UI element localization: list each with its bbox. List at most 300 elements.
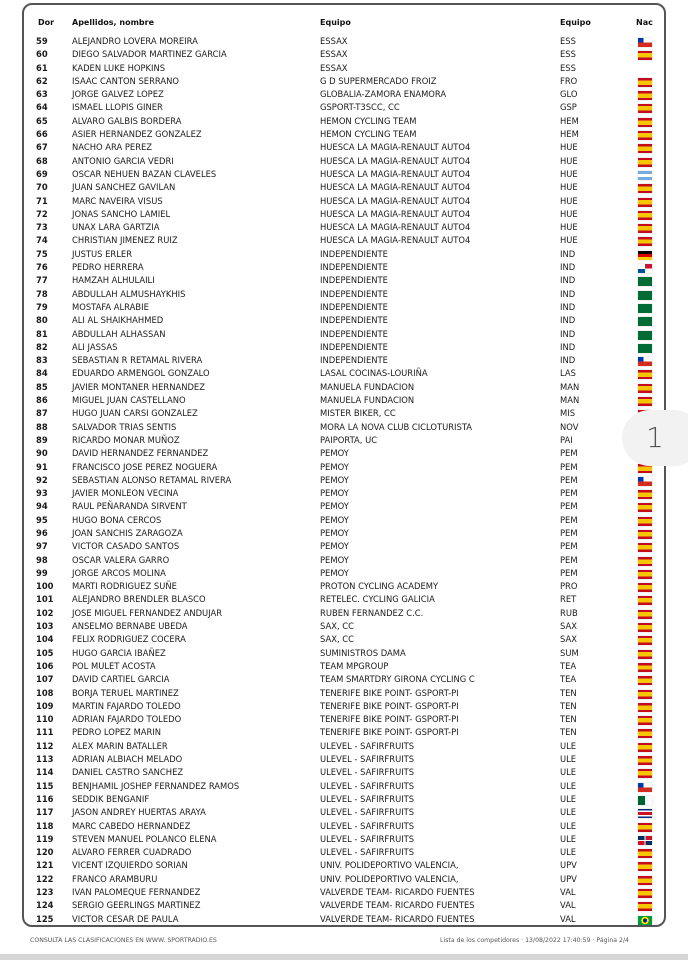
flag-esp-icon [638,384,652,393]
team-code: SAX [560,621,577,632]
header-dor: Dor [38,18,55,27]
table-row [24,580,664,593]
table-row [24,673,664,686]
bib-number: 74 [36,235,48,246]
team-name: VALVERDE TEAM- RICARDO FUENTES [320,887,475,897]
nationality-flag-icon [638,397,652,406]
team-code: HUE [560,155,578,166]
nationality-flag-icon [638,291,652,300]
rider-name: BENJHAMIL JOSHEP FERNANDEZ RAMOS [72,780,240,791]
flag-esp-icon [638,716,652,725]
team-code: ULE [560,820,577,831]
flag-esp-icon [638,144,652,153]
team-code: UPV [560,860,577,871]
flag-chi-icon [638,38,652,47]
bib-number: 85 [36,381,48,392]
team-name: PEMOY [320,554,349,565]
team-code: HUE [560,182,578,193]
flag-alg-icon [638,796,652,805]
bib-number: 68 [36,155,48,166]
bib-number: 98 [36,554,48,565]
table-row [24,500,664,513]
team-code: ULE [560,780,577,791]
table-row [24,274,664,287]
rider-name: MARC NAVEIRA VISUS [72,195,163,206]
team-code: PEM [560,527,578,538]
rider-name: ALVARO FERRER CUADRADO [72,847,192,858]
table-row [24,620,664,633]
team-code: PRO [560,581,578,592]
nationality-flag-icon [638,902,652,911]
table-row [24,806,664,819]
rider-name: ALEX MARIN BATALLER [72,740,168,751]
team-code: HEM [560,115,579,126]
team-name: UNIV. POLIDEPORTIVO VALENCIA, [320,860,459,871]
team-name: INDEPENDIENTE [320,275,388,286]
rider-name: JONAS SANCHO LAMIEL [72,208,171,219]
team-code: TEN [560,700,577,711]
team-code: ULE [560,740,577,751]
nationality-flag-icon [638,743,652,752]
flag-ksa-icon [638,344,652,353]
team-name: INDEPENDIENTE [320,341,388,352]
nationality-flag-icon [638,158,652,167]
rider-name: ALEJANDRO BRENDLER BLASCO [72,594,206,605]
table-row [24,328,664,341]
bib-number: 116 [36,793,54,804]
rider-name: ALI AL SHAIKHAHMED [72,315,164,326]
team-name: INDEPENDIENTE [320,262,388,273]
team-name: SUMINISTROS DAMA [320,647,406,658]
rider-name: DANIEL CASTRO SANCHEZ [72,767,184,778]
rider-name: DIEGO SALVADOR MARTINEZ GARCIA [72,49,227,60]
bib-number: 103 [36,621,54,632]
team-name: PEMOY [320,474,349,485]
bib-number: 122 [36,873,54,884]
table-row [24,487,664,500]
bib-number: 67 [36,142,48,153]
rider-name: HUGO JUAN CARSI GONZALEZ [72,408,198,419]
team-name: PEMOY [320,448,349,459]
rider-name: ALVARO GALBIS BORDERA [72,115,182,126]
team-code: IND [560,248,576,259]
team-name: ULEVEL - SAFIRFRUITS [320,740,415,751]
table-row [24,540,664,553]
rider-name: FRANCO ARAMBURU [72,873,158,884]
nationality-flag-icon [638,596,652,605]
team-code: ULE [560,807,577,818]
table-row [24,128,664,141]
table-row [24,62,664,75]
nationality-flag-icon [638,317,652,326]
nationality-flag-icon [638,823,652,832]
team-code: ESS [560,36,576,46]
nationality-flag-icon [638,756,652,765]
team-name: ULEVEL - SAFIRFRUITS [320,833,415,844]
nationality-flag-icon [638,237,652,246]
team-code: ULE [560,793,577,804]
bib-number: 113 [36,754,54,765]
team-name: UNIV. POLIDEPORTIVO VALENCIA, [320,873,459,884]
nationality-flag-icon [638,916,652,925]
team-name: PAIPORTA, UC [320,434,378,445]
bottom-bar [0,954,688,960]
rider-name: UNAX LARA GARTZIA [72,222,160,233]
nationality-flag-icon [638,716,652,725]
flag-ksa-icon [638,291,652,300]
nationality-flag-icon [638,729,652,738]
team-name: HUESCA LA MAGIA-RENAULT AUTO4 [320,142,471,153]
table-row [24,647,664,660]
flag-esp-icon [638,78,652,87]
team-code: IND [560,355,576,366]
team-name: ULEVEL - SAFIRFRUITS [320,820,415,831]
table-row [24,740,664,753]
team-name: ESSAX [320,49,348,60]
team-code: PAI [560,434,573,445]
bib-number: 99 [36,567,48,578]
bib-number: 59 [36,36,48,46]
flag-esp-icon [638,729,652,738]
table-row [24,141,664,154]
team-code: PEM [560,448,578,459]
bib-number: 62 [36,75,48,86]
team-name: MANUELA FUNDACION [320,381,415,392]
team-name: INDEPENDIENTE [320,248,388,259]
rider-name: PEDRO LOPEZ MARIN [72,727,162,738]
bib-number: 90 [36,448,48,459]
table-row [24,407,664,420]
flag-esp-icon [638,557,652,566]
footer-website-note: CONSULTA LAS CLASIFICACIONES EN WWW. SPORTRADIO.ES [30,937,217,944]
team-name: HUESCA LA MAGIA-RENAULT AUTO4 [320,208,471,219]
bib-number: 69 [36,168,48,179]
flag-esp-icon [638,198,652,207]
flag-esp-icon [638,823,652,832]
team-name: HUESCA LA MAGIA-RENAULT AUTO4 [320,195,471,206]
bib-number: 83 [36,355,48,366]
team-code: ULE [560,767,577,778]
flag-esp-icon [638,703,652,712]
rider-name: VICTOR CASADO SANTOS [72,541,180,552]
team-code: HUE [560,208,578,219]
nationality-flag-icon [638,690,652,699]
table-row [24,434,664,447]
table-row [24,554,664,567]
rider-name: JAVIER MONLEON VECINA [72,488,179,499]
team-name: SAX, CC [320,621,354,632]
bib-number: 60 [36,49,48,60]
rider-name: JOSE MIGUEL FERNANDEZ ANDUJAR [72,607,223,618]
flag-esp-icon [638,623,652,632]
table-row [24,88,664,101]
flag-esp-icon [638,370,652,379]
team-name: VALVERDE TEAM- RICARDO FUENTES [320,900,475,911]
rider-name: JORGE ARCOS MOLINA [72,567,166,578]
rider-name: EDUARDO ARMENGOL GONZALO [72,368,210,379]
table-row [24,155,664,168]
flag-chi-icon [638,783,652,792]
team-name: RETELEC. CYCLING GALICIA [320,594,435,605]
table-row [24,567,664,580]
team-code: ESS [560,49,576,60]
table-row [24,301,664,314]
nationality-flag-icon [638,703,652,712]
nationality-flag-icon [638,517,652,526]
table-row [24,899,664,912]
bib-number: 112 [36,740,54,751]
team-code: IND [560,301,576,312]
flag-crc-icon [638,809,652,818]
nationality-flag-icon [638,876,652,885]
flag-esp-icon [638,237,652,246]
nationality-flag-icon [638,809,652,818]
table-row [24,354,664,367]
rider-name: JORGE GALVEZ LOPEZ [72,89,164,100]
rider-name: BORJA TERUEL MARTINEZ [72,687,179,698]
nationality-flag-icon [638,38,652,47]
table-row [24,859,664,872]
nationality-flag-icon [638,171,652,180]
rider-name: JASON ANDREY HUERTAS ARAYA [72,807,206,818]
bib-number: 70 [36,182,48,193]
rider-name: JUAN SANCHEZ GAVILAN [72,182,176,193]
flag-esp-icon [638,104,652,113]
table-row [24,381,664,394]
rider-name: VICTOR CESAR DE PAULA [72,913,179,924]
bib-number: 77 [36,275,48,286]
team-name: PEMOY [320,501,349,512]
bib-number: 86 [36,395,48,406]
rider-name: CHRISTIAN JIMENEZ RUIZ [72,235,178,246]
bib-number: 95 [36,514,48,525]
team-code: IND [560,328,576,339]
nationality-flag-icon [638,570,652,579]
nationality-flag-icon [638,862,652,871]
header-team: Equipo [320,18,351,27]
table-row [24,421,664,434]
flag-ksa-icon [638,304,652,313]
table-row [24,633,664,646]
team-code: IND [560,262,576,273]
nationality-flag-icon [638,783,652,792]
team-code: HUE [560,142,578,153]
team-code: PEM [560,541,578,552]
nationality-flag-icon [638,118,652,127]
table-row [24,514,664,527]
competitor-list-sheet [22,3,666,927]
nationality-flag-icon [638,836,652,845]
table-row [24,261,664,274]
bib-number: 81 [36,328,48,339]
team-name: HEMON CYCLING TEAM [320,115,417,126]
nationality-flag-icon [638,251,652,260]
table-row [24,181,664,194]
nationality-flag-icon [638,477,652,486]
rider-name: VICENT IZQUIERDO SORIAN [72,860,188,871]
nationality-flag-icon [638,849,652,858]
team-code: GLO [560,89,578,100]
team-name: ULEVEL - SAFIRFRUITS [320,754,415,765]
rider-name: FRANCISCO JOSE PEREZ NOGUERA [72,461,218,472]
team-name: PEMOY [320,527,349,538]
nationality-flag-icon [638,277,652,286]
team-code: RET [560,594,577,605]
rider-name: JAVIER MONTANER HERNANDEZ [72,381,205,392]
nationality-flag-icon [638,796,652,805]
rider-name: DAVID CARTIEL GARCIA [72,674,170,685]
nationality-flag-icon [638,51,652,60]
flag-esp-icon [638,184,652,193]
flag-esp-icon [638,397,652,406]
flag-esp-icon [638,583,652,592]
table-row [24,115,664,128]
team-name: ULEVEL - SAFIRFRUITS [320,847,415,858]
table-row [24,660,664,673]
table-row [24,394,664,407]
team-code: VAL [560,900,576,911]
table-row [24,527,664,540]
rider-name: ABDULLAH ALMUSHAYKHIS [72,288,186,299]
team-code: IND [560,288,576,299]
bib-number: 84 [36,368,48,379]
flag-ger-icon [638,251,652,260]
flag-esp-icon [638,663,652,672]
bib-number: 97 [36,541,48,552]
bib-number: 108 [36,687,54,698]
page-indicator-badge[interactable]: 1 [622,410,688,466]
team-name: GSPORT-T3SCC, CC [320,102,400,113]
bib-number: 93 [36,488,48,499]
header-name: Apellidos, nombre [72,18,155,27]
team-code: TEN [560,687,577,698]
bib-number: 78 [36,288,48,299]
team-name: LASAL COCINAS-LOURIÑA [320,368,428,379]
flag-esp-icon [638,650,652,659]
bib-number: 87 [36,408,48,419]
rider-name: SEBASTIAN R RETAMAL RIVERA [72,355,203,366]
nationality-flag-icon [638,557,652,566]
bib-number: 117 [36,807,54,818]
nationality-flag-icon [638,131,652,140]
nationality-flag-icon [638,769,652,778]
bib-number: 109 [36,700,54,711]
nationality-flag-icon [638,663,652,672]
rider-name: RAUL PEÑARANDA SIRVENT [72,501,187,512]
flag-esp-icon [638,543,652,552]
team-name: SAX, CC [320,634,354,645]
bib-number: 64 [36,102,48,113]
bib-number: 111 [36,727,54,738]
team-code: LAS [560,368,576,379]
rider-name: ANTONIO GARCIA VEDRI [72,155,174,166]
table-row [24,35,664,48]
competitor-table [24,35,664,926]
rider-name: MARTIN FAJARDO TOLEDO [72,700,181,711]
table-row [24,593,664,606]
team-code: HUE [560,222,578,233]
nationality-flag-icon [638,304,652,313]
team-code: UPV [560,873,577,884]
nationality-flag-icon [638,144,652,153]
team-name: TEAM MPGROUP [320,660,389,671]
rider-name: JOAN SANCHIS ZARAGOZA [72,527,183,538]
team-code: SAX [560,634,577,645]
rider-name: MARC CABEDO HERNANDEZ [72,820,191,831]
team-name: INDEPENDIENTE [320,301,388,312]
rider-name: STEVEN MANUEL POLANCO ELENA [72,833,217,844]
flag-esp-icon [638,91,652,100]
bib-number: 118 [36,820,54,831]
rider-name: ABDULLAH ALHASSAN [72,328,166,339]
table-row [24,461,664,474]
table-row [24,48,664,61]
team-name: RUBEN FERNANDEZ C.C. [320,607,424,618]
bib-number: 91 [36,461,48,472]
bib-number: 94 [36,501,48,512]
team-code: MIS [560,408,576,419]
nationality-flag-icon [638,184,652,193]
bib-number: 121 [36,860,54,871]
team-name: VALVERDE TEAM- RICARDO FUENTES [320,913,475,924]
bib-number: 106 [36,660,54,671]
table-row [24,367,664,380]
team-code: HUE [560,195,578,206]
rider-name: SEBASTIAN ALONSO RETAMAL RIVERA [72,474,232,485]
team-code: TEN [560,714,577,725]
team-name: HUESCA LA MAGIA-RENAULT AUTO4 [320,222,471,233]
flag-esp-icon [638,211,652,220]
nationality-flag-icon [638,370,652,379]
bib-number: 73 [36,222,48,233]
bib-number: 63 [36,89,48,100]
nationality-flag-icon [638,331,652,340]
table-row [24,341,664,354]
flag-esp-icon [638,503,652,512]
team-name: HUESCA LA MAGIA-RENAULT AUTO4 [320,168,471,179]
bib-number: 124 [36,900,54,911]
bib-number: 107 [36,674,54,685]
table-row [24,447,664,460]
rider-name: ADRIAN FAJARDO TOLEDO [72,714,182,725]
flag-esp-icon [638,690,652,699]
bib-number: 119 [36,833,54,844]
team-name: MANUELA FUNDACION [320,395,415,406]
team-name: GLOBALIA-ZAMORA ENAMORA [320,89,447,100]
team-name: INDEPENDIENTE [320,288,388,299]
nationality-flag-icon [638,344,652,353]
flag-esp-icon [638,530,652,539]
flag-pan-icon [638,264,652,273]
flag-chi-icon [638,477,652,486]
table-row [24,607,664,620]
table-row [24,753,664,766]
team-name: PROTON CYCLING ACADEMY [320,581,439,592]
team-name: MISTER BIKER, CC [320,408,396,419]
team-name: ULEVEL - SAFIRFRUITS [320,767,415,778]
bib-number: 110 [36,714,54,725]
nationality-flag-icon [638,676,652,685]
flag-bra-icon [638,916,652,925]
table-row [24,700,664,713]
team-name: PEMOY [320,567,349,578]
team-name: HUESCA LA MAGIA-RENAULT AUTO4 [320,155,471,166]
team-code: FRO [560,75,578,86]
bib-number: 65 [36,115,48,126]
rider-name: DAVID HERNANDEZ FERNANDEZ [72,448,209,459]
flag-esp-icon [638,769,652,778]
nationality-flag-icon [638,104,652,113]
